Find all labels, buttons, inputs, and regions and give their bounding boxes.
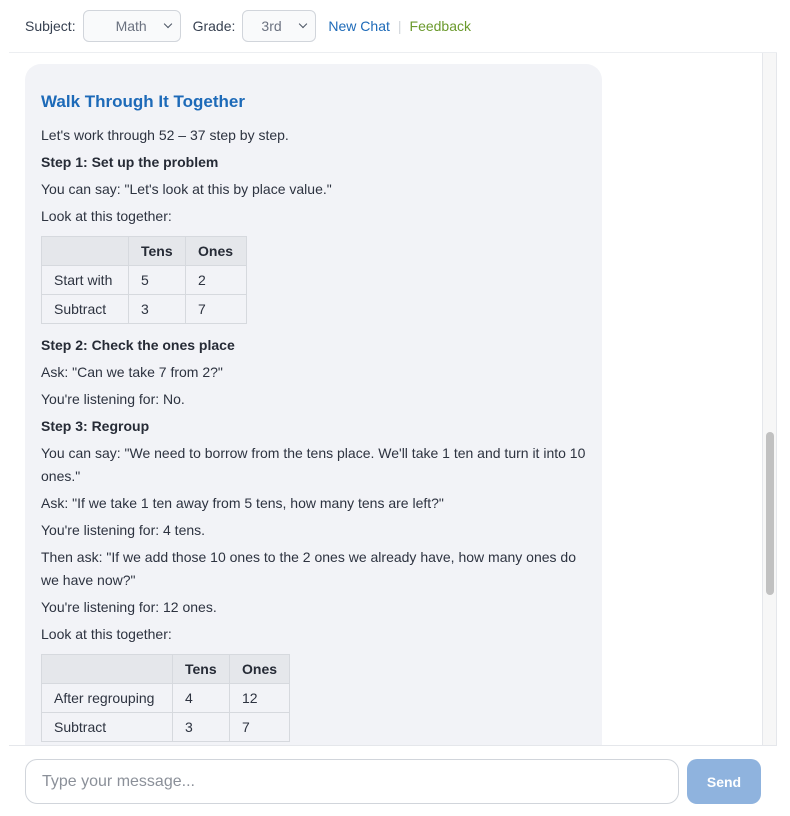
link-separator: | — [397, 18, 402, 34]
step3-then-ask: Then ask: "If we add those 10 ones to the 2 ones we already have, how many ones do we have now?" — [41, 549, 576, 588]
table-cell: 5 — [129, 266, 186, 295]
step2-heading: Step 2: Check the ones place — [41, 337, 235, 353]
table-cell: Start with — [42, 266, 129, 295]
feedback-link[interactable]: Feedback — [409, 18, 471, 34]
subject-select[interactable] — [83, 10, 181, 42]
grade-label: Grade: — [192, 18, 236, 34]
table-cell: 3 — [129, 295, 186, 324]
table-row — [42, 684, 290, 713]
step3-heading: Step 3: Regroup — [41, 418, 150, 434]
table-cell: Subtract — [42, 295, 129, 324]
place-value-table-2 — [41, 654, 290, 742]
table-header-cell: Ones — [186, 237, 247, 266]
assistant-message — [25, 64, 602, 745]
table-row — [42, 266, 247, 295]
step3-listen-1: You're listening for: 4 tens. — [41, 522, 206, 538]
table-cell: 12 — [230, 684, 290, 713]
step2-listen: You're listening for: No. — [41, 391, 185, 407]
chat-scrollbar-thumb[interactable] — [766, 432, 774, 595]
chevron-down-icon — [299, 22, 307, 30]
grade-select[interactable] — [242, 10, 316, 42]
chat-scroll-area[interactable] — [9, 53, 777, 745]
chevron-down-icon — [164, 22, 172, 30]
table-header-cell: Ones — [230, 655, 290, 684]
table-row — [42, 295, 247, 324]
table-cell: 4 — [173, 684, 230, 713]
table-header-row — [42, 655, 290, 684]
message-input[interactable] — [25, 759, 679, 804]
step3-say: You can say: "We need to borrow from the tens place. We'll take 1 ten and turn it into 10 ones." — [41, 445, 586, 484]
intro-text: Let's work through 52 – 37 step by step. — [41, 127, 289, 143]
table-cell: Subtract — [42, 713, 173, 742]
table-cell: 3 — [173, 713, 230, 742]
chat-scrollbar-track[interactable] — [762, 53, 777, 745]
step1-say: You can say: "Let's look at this by place value." — [41, 181, 332, 197]
top-toolbar — [0, 0, 790, 52]
step1-heading: Step 1: Set up the problem — [41, 154, 219, 170]
send-button[interactable]: Send — [687, 759, 761, 804]
composer-divider — [9, 745, 777, 746]
table-cell: After regrouping — [42, 684, 173, 713]
step3-ask: Ask: "If we take 1 ten away from 5 tens, how many tens are left?" — [41, 495, 444, 511]
step3-listen-2: You're listening for: 12 ones. — [41, 599, 217, 615]
new-chat-link[interactable]: New Chat — [328, 18, 390, 34]
table-row — [42, 713, 290, 742]
grade-value: 3rd — [261, 18, 282, 34]
table-header-row — [42, 237, 247, 266]
table-cell: 7 — [186, 295, 247, 324]
place-value-table-1 — [41, 236, 247, 324]
step3-look: Look at this together: — [41, 626, 172, 642]
table-header-cell — [42, 655, 173, 684]
subject-value: Math — [115, 18, 147, 34]
table-header-cell — [42, 237, 129, 266]
table-cell: 2 — [186, 266, 247, 295]
table-cell: 7 — [230, 713, 290, 742]
step1-look: Look at this together: — [41, 208, 172, 224]
table-header-cell: Tens — [129, 237, 186, 266]
step2-ask: Ask: "Can we take 7 from 2?" — [41, 364, 223, 380]
message-title: Walk Through It Together — [41, 92, 245, 111]
subject-label: Subject: — [25, 18, 76, 34]
table-header-cell: Tens — [173, 655, 230, 684]
